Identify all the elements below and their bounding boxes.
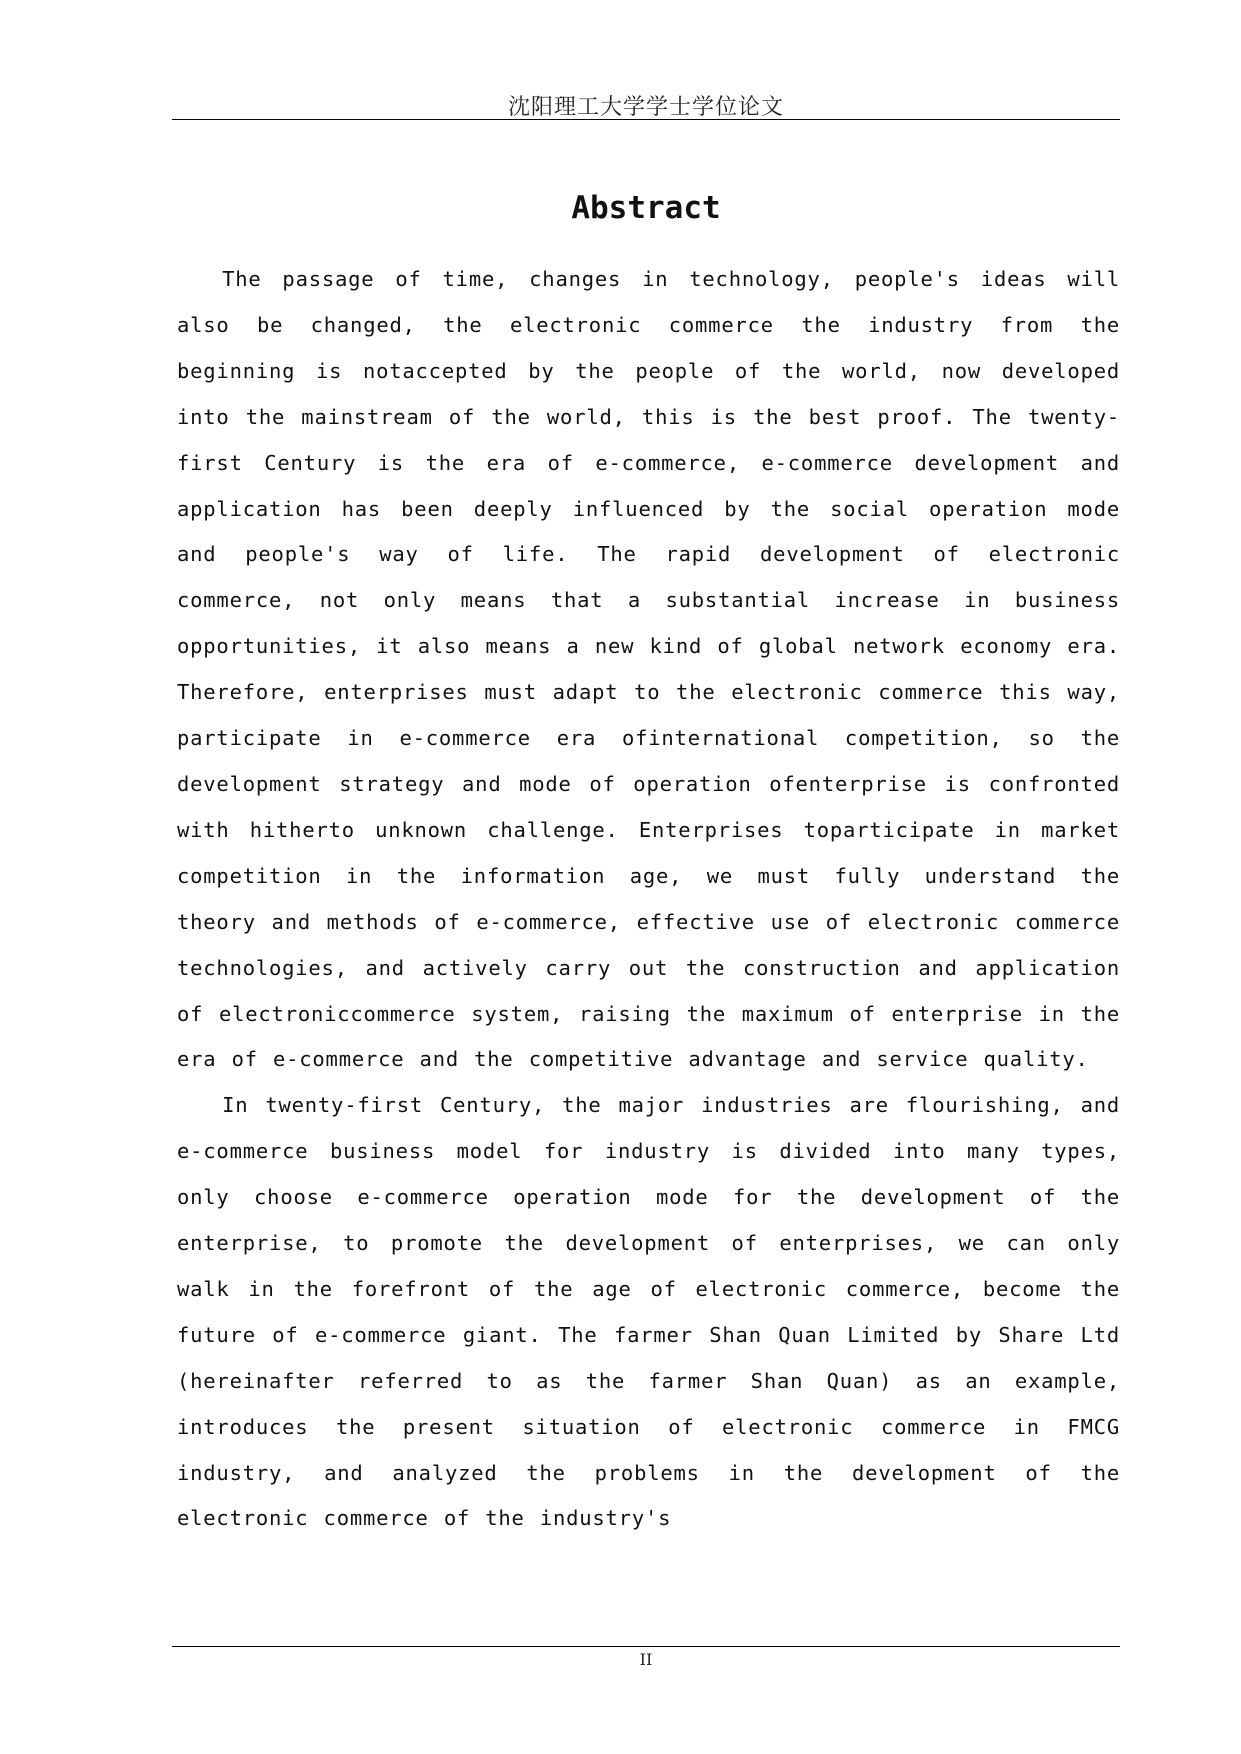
header-rule bbox=[172, 119, 1120, 120]
footer-rule bbox=[172, 1646, 1120, 1647]
abstract-body bbox=[177, 257, 1120, 1542]
abstract-paragraph-1: The passage of time, changes in technology, people's ideas will also be changed, the electronic commerce the industry from the beginning is notaccepted by the people of the world, now developed into the mainstream of the world, this is the best proof. The twenty-first Century is the era of e-commerce, e-commerce development and application has been deeply influenced by the social operation mode and people's way of life. The rapid development of electronic commerce, not only means that a substantial increase in business opportunities, it also means a new kind of global network economy era. Therefore, enterprises must adapt to the electronic commerce this way, participate in e-commerce era ofinternational competition, so the development strategy and mode of operation ofenterprise is confronted with hitherto unknown challenge. Enterprises toparticipate in market competition in the information age, we must fully understand the theory and methods of e-commerce, effective use of electronic commerce technologies, and actively carry out the construction and application of electroniccommerce system, raising the maximum of enterprise in the era of e-commerce and the competitive advantage and service quality. bbox=[177, 267, 1120, 1072]
abstract-heading: Abstract bbox=[571, 190, 721, 226]
page-number: II bbox=[639, 1650, 653, 1669]
abstract-paragraph-2: In twenty-first Century, the major industries are flourishing, and e-commerce business model for industry is divided into many types, only choose e-commerce operation mode for the development of the enterprise, to promote the development of enterprises, we can only walk in the forefront of the age of electronic commerce, become the future of e-commerce giant. The farmer Shan Quan Limited by Share Ltd (hereinafter referred to as the farmer Shan Quan) as an example, introduces the present situation of electronic commerce in FMCG industry, and analyzed the problems in the development of the electronic commerce of the industry's bbox=[177, 1093, 1120, 1531]
running-header: 沈阳理工大学学士学位论文 bbox=[507, 95, 784, 120]
